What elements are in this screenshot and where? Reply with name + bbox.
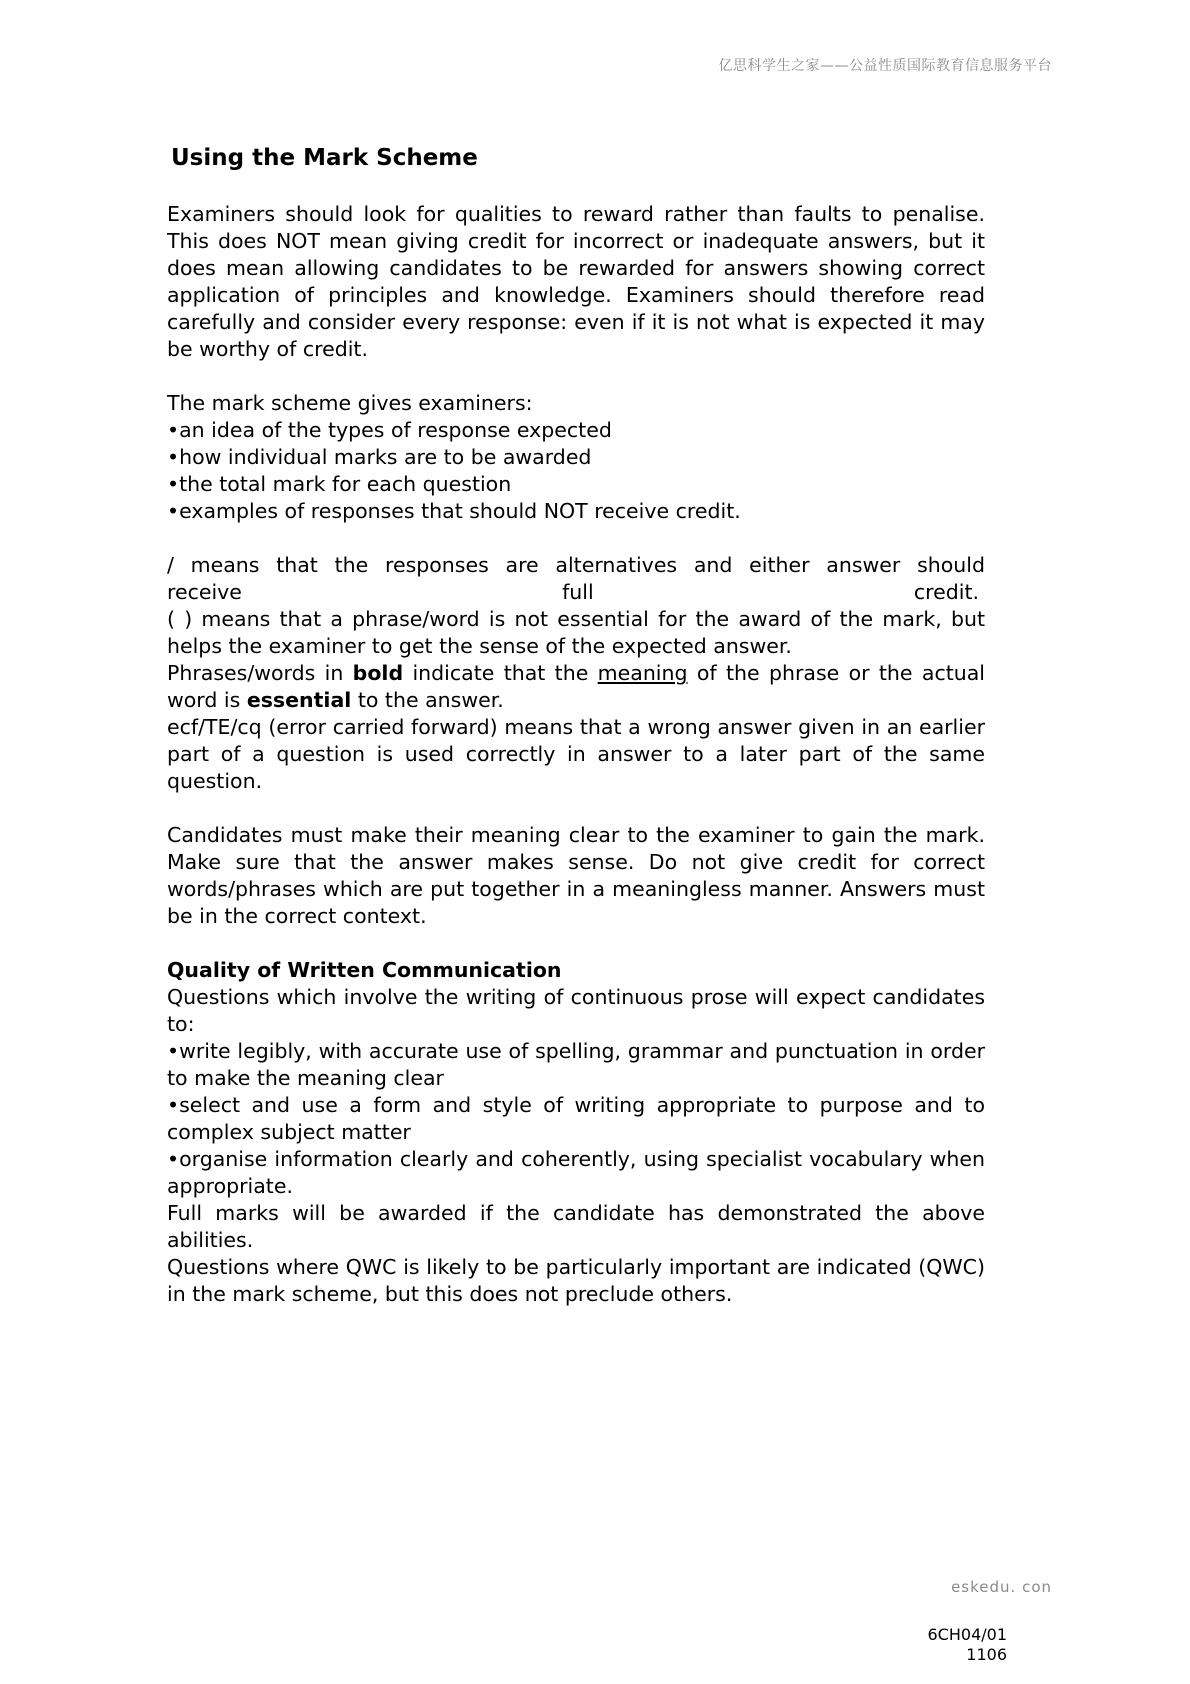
- word: receive: [167, 580, 242, 604]
- paper-code: 6CH04/01: [927, 1625, 1007, 1644]
- header-site-text: 亿思科学生之家——公益性质国际教育信息服务平台: [718, 58, 1052, 74]
- page-title: Using the Mark Scheme: [171, 145, 478, 171]
- slash-convention-cont: [167, 579, 985, 606]
- list-item: • how individual marks are to be awarded: [167, 444, 985, 471]
- paper-code-block: [928, 1625, 1008, 1665]
- session-code: 1106: [966, 1645, 1007, 1664]
- brackets-convention: ( ) means that a phrase/word is not essential for the award of the mark, but helps the examiner to get the sense of the expected answer.: [167, 607, 985, 658]
- text: of the phrase or the actual word is: [167, 661, 986, 712]
- ecf-convention: ecf/TE/cq (error carried forward) means that a wrong answer given in an earlier part of a question is used correctly in answer to a later part of the same question.: [167, 715, 985, 793]
- qwc-where: Questions where QWC is likely to be particularly important are indicated (QWC) in the mark scheme, but this does not preclude others.: [167, 1255, 985, 1306]
- list-item: • the total mark for each question: [167, 471, 985, 498]
- mark-scheme-gives-section: [167, 390, 985, 525]
- text: to the answer.: [351, 688, 504, 712]
- qwc-section: [167, 957, 985, 1308]
- text: Phrases/words in: [167, 661, 353, 685]
- word: full: [562, 580, 594, 604]
- list-item: • an idea of the types of response expected: [167, 417, 985, 444]
- intro-paragraph: Examiners should look for qualities to reward rather than faults to penalise. This does NOT mean giving credit for incorrect or inadequate answers, but it does mean allowing candidates to be rewarded for answers showing correct application of principles and knowledge. Examiners should therefore read carefully and consider every response: even if it is not what is expected it may be worthy of credit.: [167, 202, 985, 361]
- text: indicate that the: [403, 661, 598, 685]
- list-item: • examples of responses that should NOT receive credit.: [167, 498, 985, 525]
- document-body: [167, 201, 985, 1308]
- qwc-heading: Quality of Written Communication: [167, 958, 562, 982]
- list-item: • select and use a form and style of writing appropriate to purpose and to complex subject matter: [167, 1092, 985, 1146]
- bold-convention: [167, 660, 985, 714]
- essential-word: essential: [246, 688, 352, 712]
- meaning-word: meaning: [597, 661, 688, 685]
- gives-intro: The mark scheme gives examiners:: [167, 391, 533, 415]
- qwc-full-marks: Full marks will be awarded if the candidate has demonstrated the above abilities.: [167, 1201, 985, 1252]
- bold-word: bold: [352, 661, 404, 685]
- word: credit.: [913, 580, 979, 604]
- conventions-section: [167, 552, 985, 795]
- meaning-paragraph: Candidates must make their meaning clear to the examiner to gain the mark. Make sure that the answer makes sense. Do not give credit for correct words/phrases which are put together in a meaningless manner. Answers must be in the correct context.: [167, 823, 985, 928]
- qwc-intro: Questions which involve the writing of continuous prose will expect candidates to:: [167, 985, 985, 1036]
- list-item: • organise information clearly and coherently, using specialist vocabulary when appropriate.: [167, 1146, 985, 1200]
- slash-convention: / means that the responses are alternatives and either answer should: [167, 553, 985, 577]
- list-item: • write legibly, with accurate use of spelling, grammar and punctuation in order to make the meaning clear: [167, 1038, 985, 1092]
- watermark: eskedu. con: [951, 1578, 1052, 1596]
